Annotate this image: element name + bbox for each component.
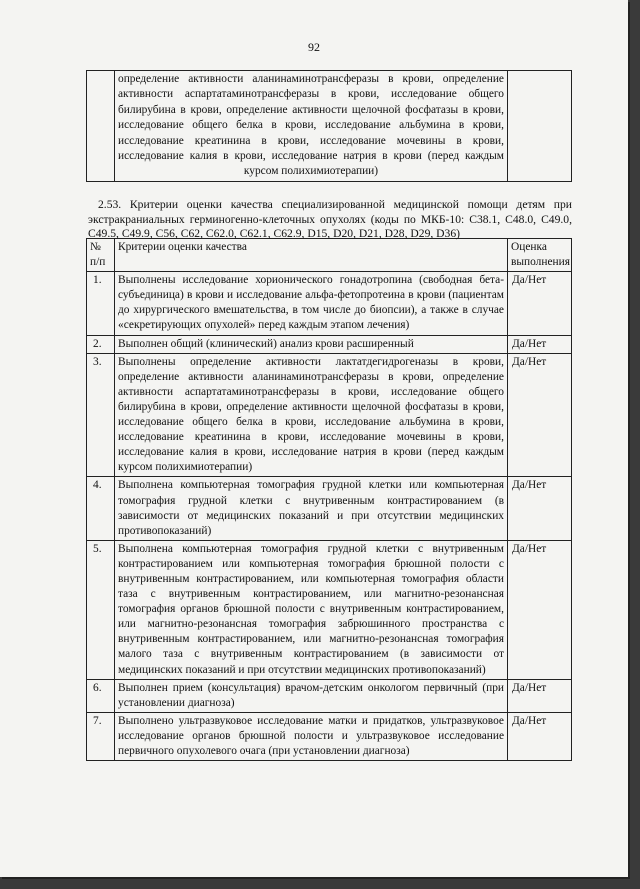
row-criteria-cell: Выполнена компьютерная томография грудной клетки с внутривенным контрастированием или компьютерная томография брюшной полости с внутривенным контрастированием, или компьютерная томография области таза с внутривенным контрастированием, или магнитно-резонансная томография органов брюшной полости с внутривенным контрастированием, или магнитно-резонансная томография забрюшинного пространства с внутривенным контрастированием, или магнитно-резонансная томография малого таза с внутривенным контрастированием (в зависимости от медицинских показаний и при отсутствии медицинских противопоказаний)	[115, 540, 508, 679]
row-result-cell: Да/Нет	[508, 335, 572, 353]
row-criteria-cell: Выполнена компьютерная томография грудной клетки или компьютерная томография грудной клетки с внутривенным контрастированием (в зависимости от медицинских показаний и при отсутствии медицинских противопоказаний)	[115, 477, 508, 540]
row-result-cell: Да/Нет	[508, 540, 572, 679]
row-result-cell: Да/Нет	[508, 477, 572, 540]
row-num-cell: 5.	[87, 540, 115, 679]
table-row	[87, 353, 572, 477]
row-num-cell: 1.	[87, 272, 115, 335]
row-criteria-cell: Выполнен прием (консультация) врачом-детским онкологом первичный (при установлении диагноза)	[115, 679, 508, 712]
table-row	[87, 712, 572, 760]
table-row	[87, 272, 572, 335]
row-num-cell: 3.	[87, 353, 115, 477]
row-criteria-cell: Выполнено ультразвуковое исследование матки и придатков, ультразвуковое исследование органов брюшной полости и ультразвуковое исследование первичного опухолевого очага (при установлении диагноза)	[115, 712, 508, 760]
cont-result-cell	[508, 71, 572, 182]
table-header-row	[87, 239, 572, 272]
continuation-table	[86, 70, 572, 182]
row-num-cell: 6.	[87, 679, 115, 712]
table-row	[87, 679, 572, 712]
page-number: 92	[308, 40, 320, 54]
row-criteria-cell: Выполнены исследование хорионического гонадотропина (свободная бета-субъединица) в крови и исследование альфа-фетопротеина в крови (пациентам до хирургического вмешательства, в том числе до биопсии), а также в случае «секретирующих опухолей» перед каждым этапом лечения)	[115, 272, 508, 335]
row-criteria-cell: Выполнены определение активности лактатдегидрогеназы в крови, определение активности аланинаминотрансферазы в крови, определение активности аспартатаминотрансферазы в крови, исследование общего билирубина в крови, определение активности щелочной фосфатазы в крови, исследование общего белка в крови, исследование альбумина в крови, исследование креатинина в крови, исследование мочевины в крови, исследование калия в крови, исследование натрия в крови (перед каждым курсом полихимиотерапии)	[115, 353, 508, 477]
table-row	[87, 71, 572, 182]
cont-num-cell	[87, 71, 115, 182]
row-num-cell: 4.	[87, 477, 115, 540]
row-num-cell: 7.	[87, 712, 115, 760]
header-criteria: Критерии оценки качества	[115, 239, 508, 272]
table-row	[87, 335, 572, 353]
row-result-cell: Да/Нет	[508, 712, 572, 760]
row-result-cell: Да/Нет	[508, 679, 572, 712]
cont-criteria-cell: определение активности аланинаминотрансферазы в крови, определение активности аспартатаминотрансферазы в крови, исследование общего билирубина в крови, определение активности щелочной фосфатазы в крови, исследование общего белка в крови, исследование альбумина в крови, исследование креатинина в крови, исследование мочевины в крови, исследование калия в крови, исследование натрия в крови (перед каждым курсом полихимиотерапии)	[115, 71, 508, 182]
section-heading	[88, 198, 572, 242]
table-row	[87, 540, 572, 679]
row-result-cell: Да/Нет	[508, 272, 572, 335]
row-num-cell: 2.	[87, 335, 115, 353]
section-title: Критерии оценки качества специализированной медицинской помощи детям при экстракраниальных герминогенно-клеточных опухолях (коды по МКБ-10: C38.1, C48.0, C49.0, C49.5, C49.9, C56, C62, C62.0, C62.1, C62.9, D15, D20, D21, D28, D29, D36)	[88, 198, 572, 240]
row-criteria-cell: Выполнен общий (клинический) анализ крови расширенный	[115, 335, 508, 353]
criteria-table	[86, 238, 572, 761]
header-result: Оценка выполнения	[508, 239, 572, 272]
row-result-cell: Да/Нет	[508, 353, 572, 477]
header-num: № п/п	[87, 239, 115, 272]
table-row	[87, 477, 572, 540]
section-number: 2.53.	[98, 198, 122, 211]
